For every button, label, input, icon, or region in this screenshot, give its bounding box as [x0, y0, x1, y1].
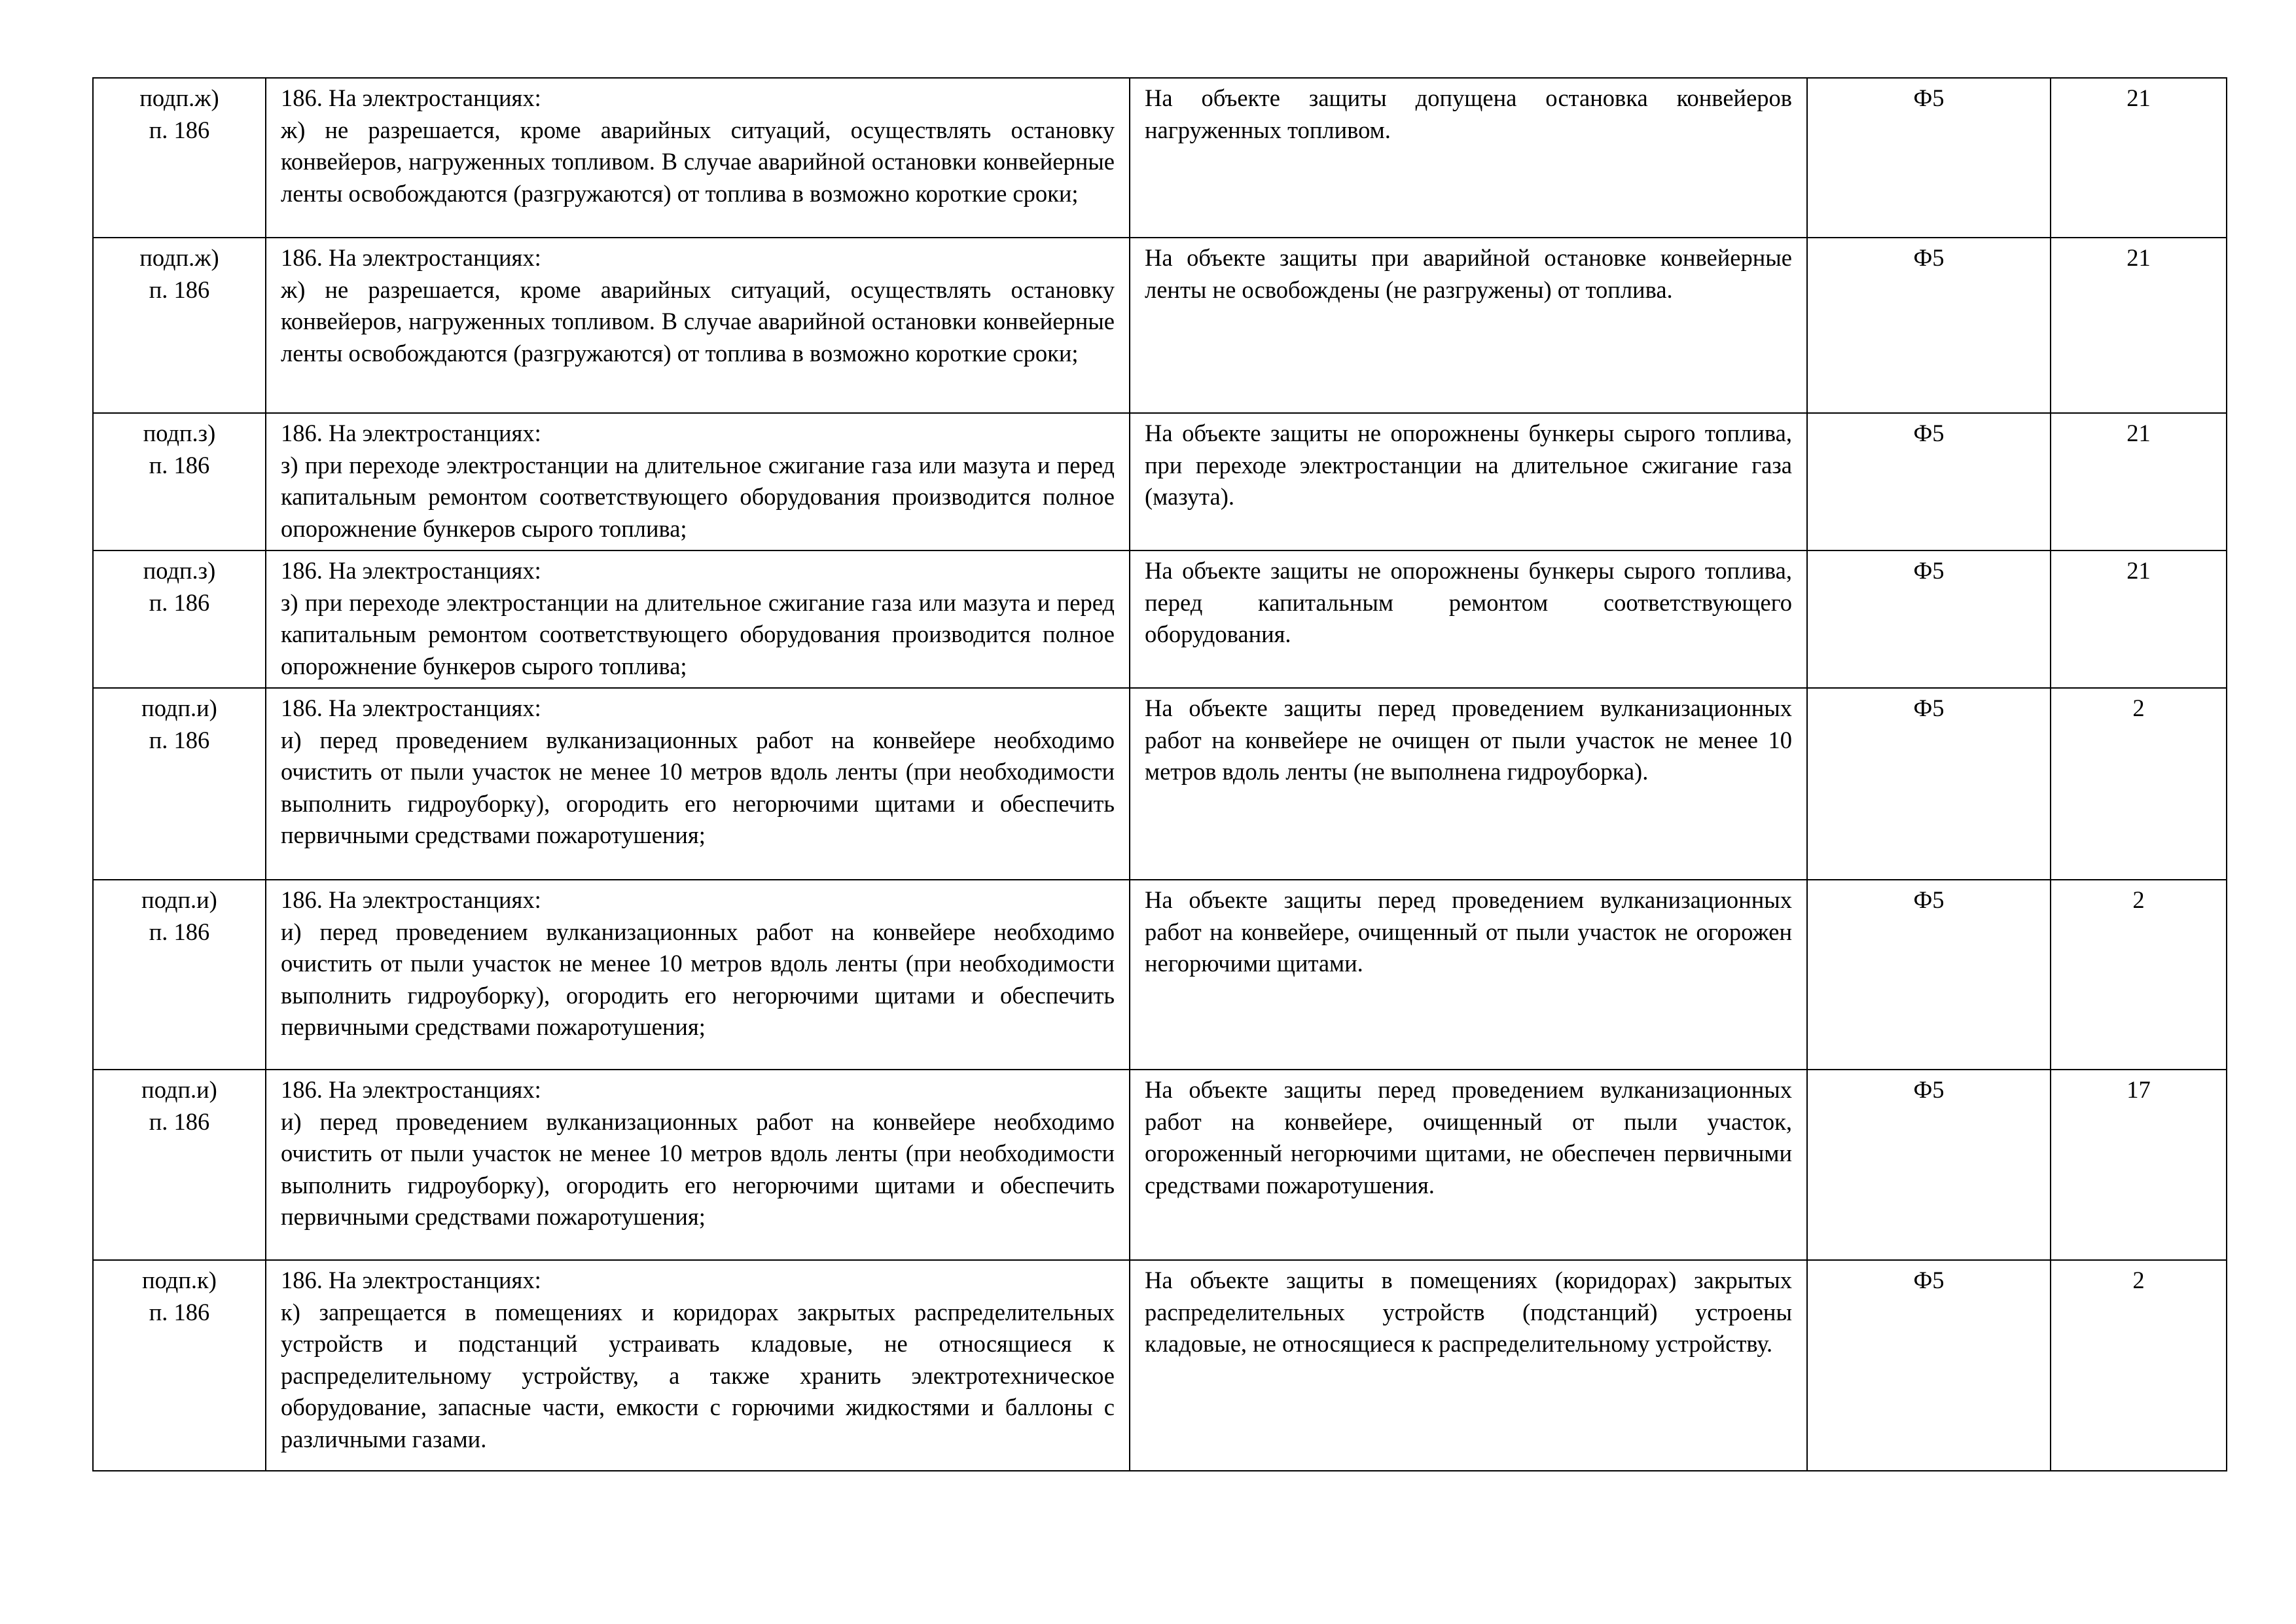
- requirement-text: з) при переходе электростанции на длительное сжигание газа или мазута и перед капитальным ремонтом соответствующего оборудования производится полное опорожнение бункеров сырого топлива;: [281, 588, 1115, 679]
- table-row: [93, 238, 2227, 413]
- subparagraph-ref: подп.ж): [139, 244, 219, 271]
- requirements-table: [92, 77, 2227, 1471]
- category-cell: Ф5: [1807, 78, 2051, 238]
- reference-cell: [93, 880, 266, 1070]
- requirement-text: ж) не разрешается, кроме аварийных ситуаций, осуществлять остановку конвейеров, нагруженных топливом. В случае аварийной остановки конвейерные ленты освобождаются (разгружаются) от топлива в возможно короткие сроки;: [281, 276, 1115, 367]
- requirement-cell: [266, 880, 1130, 1070]
- violation-cell: На объекте защиты не опорожнены бункеры сырого топлива, перед капитальным ремонтом соответствующего оборудования.: [1130, 550, 1807, 688]
- requirement-title: 186. На электростанциях:: [281, 1267, 541, 1293]
- subparagraph-ref: подп.и): [141, 695, 217, 721]
- category-cell: Ф5: [1807, 1260, 2051, 1471]
- subparagraph-ref: подп.и): [141, 1076, 217, 1103]
- reference-cell: [93, 688, 266, 880]
- violation-cell: На объекте защиты перед проведением вулканизационных работ на конвейере, очищенный от пыли участок, огороженный негорючими щитами, не обеспечен первичными средствами пожаротушения.: [1130, 1070, 1807, 1260]
- violation-cell: На объекте защиты не опорожнены бункеры сырого топлива, при переходе электростанции на длительное сжигание газа (мазута).: [1130, 413, 1807, 550]
- requirement-text: ж) не разрешается, кроме аварийных ситуаций, осуществлять остановку конвейеров, нагруженных топливом. В случае аварийной остановки конвейерные ленты освобождаются (разгружаются) от топлива в возможно короткие сроки;: [281, 116, 1115, 207]
- number-cell: 21: [2051, 550, 2227, 688]
- violation-cell: На объекте защиты допущена остановка конвейеров нагруженных топливом.: [1130, 78, 1807, 238]
- paragraph-ref: п. 186: [149, 1298, 210, 1326]
- table-row: [93, 1260, 2227, 1471]
- paragraph-ref: п. 186: [149, 918, 210, 945]
- table-row: [93, 688, 2227, 880]
- table-row: [93, 880, 2227, 1070]
- violation-cell: На объекте защиты перед проведением вулканизационных работ на конвейере, очищенный от пыли участок не огорожен негорючими щитами.: [1130, 880, 1807, 1070]
- category-cell: Ф5: [1807, 413, 2051, 550]
- number-cell: 17: [2051, 1070, 2227, 1260]
- category-cell: Ф5: [1807, 688, 2051, 880]
- requirement-title: 186. На электростанциях:: [281, 886, 541, 913]
- table-row: [93, 413, 2227, 550]
- number-cell: 21: [2051, 413, 2227, 550]
- reference-cell: [93, 1070, 266, 1260]
- category-cell: Ф5: [1807, 238, 2051, 413]
- violation-cell: На объекте защиты в помещениях (коридорах) закрытых распределительных устройств (подстанций) устроены кладовые, не относящиеся к распределительному устройству.: [1130, 1260, 1807, 1471]
- subparagraph-ref: подп.и): [141, 886, 217, 913]
- reference-cell: [93, 238, 266, 413]
- requirement-cell: [266, 688, 1130, 880]
- number-cell: 21: [2051, 78, 2227, 238]
- requirement-text: и) перед проведением вулканизационных работ на конвейере необходимо очистить от пыли участок не менее 10 метров вдоль ленты (при необходимости выполнить гидроуборку), огородить его негорючими щитами и обеспечить первичными средствами пожаротушения;: [281, 1108, 1115, 1230]
- reference-cell: [93, 1260, 266, 1471]
- subparagraph-ref: подп.к): [142, 1267, 217, 1293]
- requirement-title: 186. На электростанциях:: [281, 695, 541, 721]
- category-cell: Ф5: [1807, 880, 2051, 1070]
- table-row: [93, 550, 2227, 688]
- number-cell: 2: [2051, 688, 2227, 880]
- reference-cell: [93, 550, 266, 688]
- category-cell: Ф5: [1807, 1070, 2051, 1260]
- paragraph-ref: п. 186: [149, 726, 210, 753]
- number-cell: 2: [2051, 880, 2227, 1070]
- requirement-text: и) перед проведением вулканизационных работ на конвейере необходимо очистить от пыли участок не менее 10 метров вдоль ленты (при необходимости выполнить гидроуборку), огородить его негорючими щитами и обеспечить первичными средствами пожаротушения;: [281, 726, 1115, 848]
- requirement-cell: [266, 1260, 1130, 1471]
- requirement-title: 186. На электростанциях:: [281, 1076, 541, 1103]
- reference-cell: [93, 78, 266, 238]
- subparagraph-ref: подп.з): [143, 420, 216, 446]
- requirement-cell: [266, 78, 1130, 238]
- violation-cell: На объекте защиты при аварийной остановке конвейерные ленты не освобождены (не разгружены) от топлива.: [1130, 238, 1807, 413]
- requirement-cell: [266, 550, 1130, 688]
- requirement-text: з) при переходе электростанции на длительное сжигание газа или мазута и перед капитальным ремонтом соответствующего оборудования производится полное опорожнение бункеров сырого топлива;: [281, 451, 1115, 542]
- violation-cell: На объекте защиты перед проведением вулканизационных работ на конвейере не очищен от пыли участок не менее 10 метров вдоль ленты (не выполнена гидроуборка).: [1130, 688, 1807, 880]
- requirement-title: 186. На электростанциях:: [281, 420, 541, 446]
- requirement-text: к) запрещается в помещениях и коридорах закрытых распределительных устройств и подстанций устраивать кладовые, не относящиеся к распределительному устройству, а также хранить электротехническое оборудование, запасные части, емкости с горючими жидкостями и баллоны с различными газами.: [281, 1298, 1115, 1453]
- number-cell: 21: [2051, 238, 2227, 413]
- requirement-title: 186. На электростанциях:: [281, 244, 541, 271]
- paragraph-ref: п. 186: [149, 276, 210, 303]
- reference-cell: [93, 413, 266, 550]
- category-cell: Ф5: [1807, 550, 2051, 688]
- requirement-title: 186. На электростанциях:: [281, 557, 541, 584]
- requirement-cell: [266, 238, 1130, 413]
- paragraph-ref: п. 186: [149, 588, 210, 616]
- requirement-cell: [266, 1070, 1130, 1260]
- paragraph-ref: п. 186: [149, 451, 210, 478]
- subparagraph-ref: подп.ж): [139, 84, 219, 111]
- table-row: [93, 78, 2227, 238]
- table-row: [93, 1070, 2227, 1260]
- number-cell: 2: [2051, 1260, 2227, 1471]
- requirement-cell: [266, 413, 1130, 550]
- requirement-text: и) перед проведением вулканизационных работ на конвейере необходимо очистить от пыли участок не менее 10 метров вдоль ленты (при необходимости выполнить гидроуборку), огородить его негорючими щитами и обеспечить первичными средствами пожаротушения;: [281, 918, 1115, 1040]
- paragraph-ref: п. 186: [149, 1108, 210, 1135]
- requirement-title: 186. На электростанциях:: [281, 84, 541, 111]
- paragraph-ref: п. 186: [149, 116, 210, 143]
- subparagraph-ref: подп.з): [143, 557, 216, 584]
